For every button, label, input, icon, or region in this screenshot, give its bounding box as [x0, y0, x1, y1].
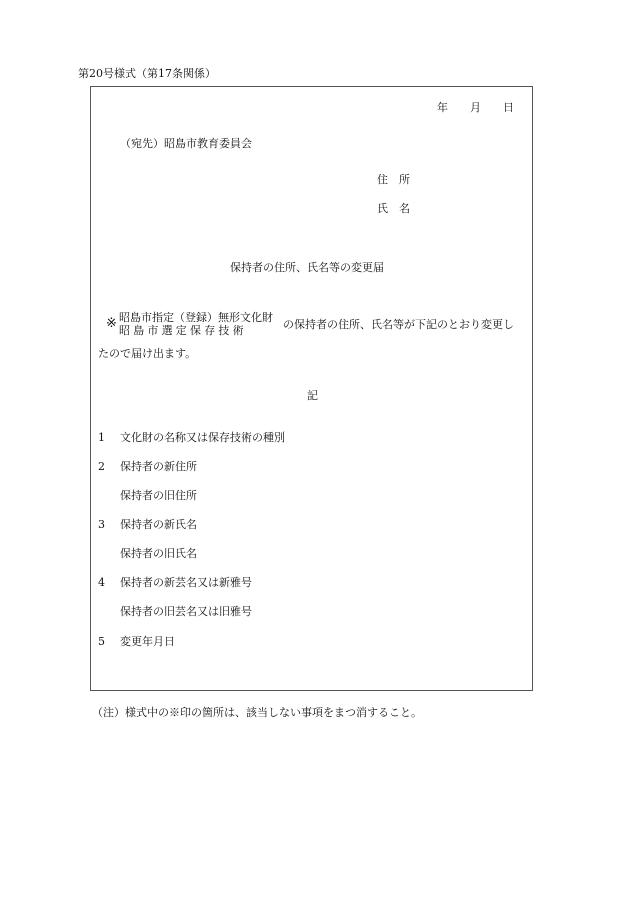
- form-number: 第20号様式（第17条関係）: [78, 67, 216, 80]
- item-num-2: 2: [98, 460, 105, 473]
- item-text-4: 保持者の新芸名又は新雅号: [120, 576, 252, 589]
- item-num-3: 3: [98, 518, 105, 531]
- addressee: （宛先）昭島市教育委員会: [120, 137, 252, 150]
- item-num-4: 4: [98, 576, 105, 589]
- item-num-1: 1: [98, 431, 105, 444]
- item-text-5: 変更年月日: [120, 635, 175, 648]
- asterisk-mark: ※: [106, 316, 117, 331]
- item-text-3b: 保持者の旧氏名: [120, 547, 197, 560]
- form-title: 保持者の住所、氏名等の変更届: [230, 261, 384, 274]
- address-label: 住 所: [377, 173, 410, 186]
- item-text-2b: 保持者の旧住所: [120, 489, 197, 502]
- item-text-4b: 保持者の旧芸名又は旧雅号: [120, 605, 252, 618]
- ki-heading: 記: [307, 389, 318, 402]
- body-text-line2: たので届け出ます。: [98, 347, 197, 360]
- date-line: 年 月 日: [437, 101, 514, 114]
- item-num-5: 5: [98, 635, 105, 648]
- name-label: 氏 名: [377, 202, 410, 215]
- item-text-2: 保持者の新住所: [120, 460, 197, 473]
- option-designated: 昭島市指定（登録）無形文化財: [119, 311, 273, 324]
- option-stack: [119, 311, 273, 337]
- body-text-line1: の保持者の住所、氏名等が下記のとおり変更し: [283, 318, 514, 331]
- item-text-1: 文化財の名称又は保存技術の種別: [120, 431, 285, 444]
- option-selected: 昭島市選定保存技術: [119, 324, 247, 337]
- footnote: （注）様式中の※印の箇所は、該当しない事項をまつ消すること。: [92, 706, 422, 719]
- item-text-3: 保持者の新氏名: [120, 518, 197, 531]
